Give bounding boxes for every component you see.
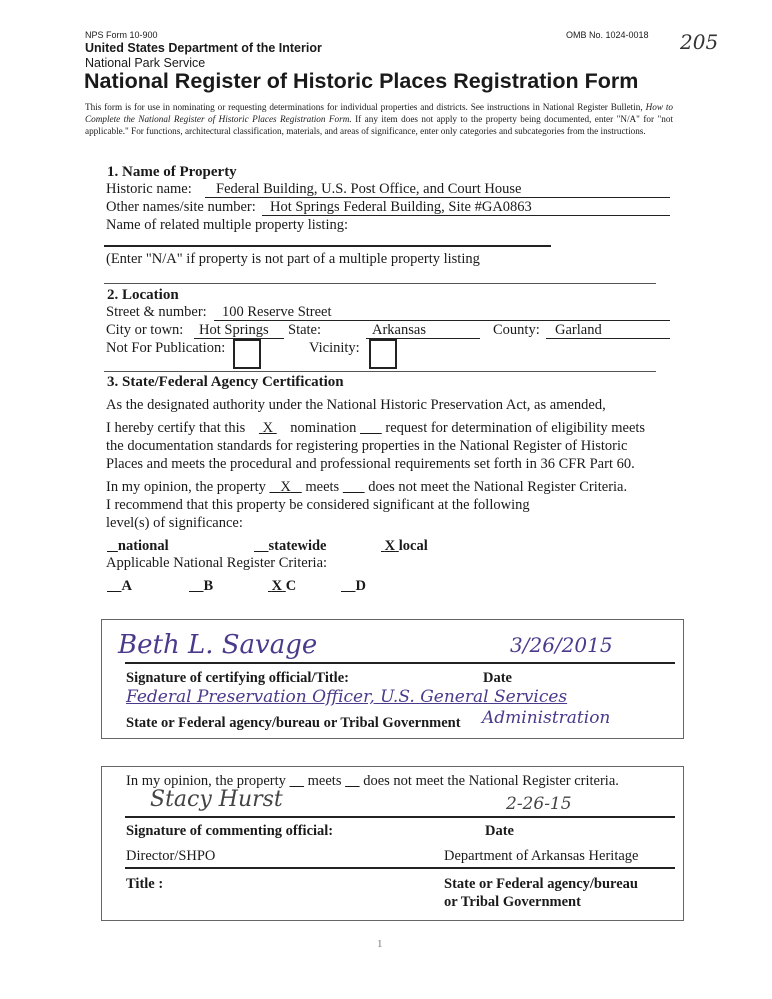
commenting-title-value: Director/SHPO	[126, 848, 216, 864]
commenting-date-value: 2-26-15	[506, 794, 572, 814]
other-names-label: Other names/site number:	[106, 199, 256, 215]
state-label: State:	[288, 322, 322, 338]
commenting-date-label: Date	[485, 823, 514, 839]
certifying-date-value: 3/26/2015	[510, 633, 613, 657]
street-label: Street & number:	[106, 304, 207, 320]
criterion-b: B	[203, 578, 214, 594]
county-label: County:	[493, 322, 540, 338]
section2-heading: 2. Location	[107, 287, 179, 303]
level-statewide: statewide	[268, 538, 327, 554]
criteria-label: Applicable National Register Criteria:	[106, 555, 328, 571]
state-value: Arkansas	[372, 322, 426, 338]
opinion-text: In my opinion, the property X meets does not meet the National Register Criteria.	[106, 479, 628, 495]
section1-heading: 1. Name of Property	[107, 164, 237, 180]
section3-heading: 3. State/Federal Agency Certification	[107, 374, 344, 390]
city-label: City or town:	[106, 322, 184, 338]
commenting-title-label: Title :	[126, 876, 164, 892]
not-for-publication-checkbox[interactable]	[233, 339, 261, 369]
criterion-c: X C	[271, 578, 297, 594]
commenting-agency-label-1: State or Federal agency/bureau	[444, 876, 638, 892]
level-local: X local	[384, 538, 428, 554]
certifying-title-value-2: Administration	[482, 708, 611, 728]
level-label: level(s) of significance:	[106, 515, 243, 531]
multiple-listing-label: Name of related multiple property listing:	[106, 217, 349, 233]
commenting-signature-label: Signature of commenting official:	[126, 823, 334, 839]
criterion-d: D	[355, 578, 366, 594]
certifying-date-label: Date	[483, 670, 512, 686]
commenting-opinion: In my opinion, the property meets does not meet the National Register criteria.	[126, 773, 619, 789]
not-for-publication-label: Not For Publication:	[106, 340, 226, 356]
recommend-text: I recommend that this property be considered significant at the following	[106, 497, 530, 513]
level-national: national	[117, 538, 169, 554]
handwritten-page-mark: 205	[680, 30, 719, 54]
commenting-signature: Stacy Hurst	[150, 787, 283, 812]
department: United States Department of the Interior	[85, 41, 322, 55]
page-title: National Register of Historic Places Registration Form	[84, 69, 639, 93]
certify-text-3: Places and meets the procedural and professional requirements set forth in 36 CFR Part 60.	[106, 456, 635, 472]
certifying-signature: Beth L. Savage	[118, 630, 318, 660]
agency: National Park Service	[85, 56, 206, 70]
county-value: Garland	[555, 322, 602, 338]
multiple-listing-note: (Enter "N/A" if property is not part of a multiple property listing	[106, 251, 480, 267]
certifying-agency-label: State or Federal agency/bureau or Tribal Government	[126, 715, 461, 731]
street-value: 100 Reserve Street	[222, 304, 332, 320]
certifying-signature-label: Signature of certifying official/Title:	[126, 670, 349, 686]
city-value: Hot Springs	[199, 322, 269, 338]
historic-name-label: Historic name:	[106, 181, 192, 197]
vicinity-label: Vicinity:	[309, 340, 360, 356]
vicinity-checkbox[interactable]	[369, 339, 397, 369]
other-names-value: Hot Springs Federal Building, Site #GA0863	[270, 199, 532, 215]
commenting-agency-label-2: or Tribal Government	[444, 894, 581, 910]
form-number: NPS Form 10-900	[85, 30, 158, 40]
instructions: This form is for use in nominating or requesting determinations for individual properties and districts. See instructions in National Register Bulletin, How to Complete the National Register of Historic Places Registration Form. If any item does not apply to the property being documented, enter "N/A" for "not applicable." For functions, architectural classification, materials, and areas of significance, enter only categories and subcategories from the instructions.	[85, 102, 674, 136]
commenting-agency-value: Department of Arkansas Heritage	[444, 848, 639, 864]
certify-text-2: the documentation standards for registering properties in the National Register of Historic	[106, 438, 628, 454]
criterion-a: A	[121, 578, 132, 594]
page-number: 1	[377, 938, 383, 950]
certifying-title-value: Federal Preservation Officer, U.S. General Services	[126, 687, 568, 707]
certify-text: I hereby certify that this X nomination request for determination of eligibility meets	[106, 420, 646, 436]
authority-text: As the designated authority under the National Historic Preservation Act, as amended,	[106, 397, 606, 413]
omb-number: OMB No. 1024-0018	[566, 30, 649, 40]
historic-name-value: Federal Building, U.S. Post Office, and Court House	[216, 181, 522, 197]
